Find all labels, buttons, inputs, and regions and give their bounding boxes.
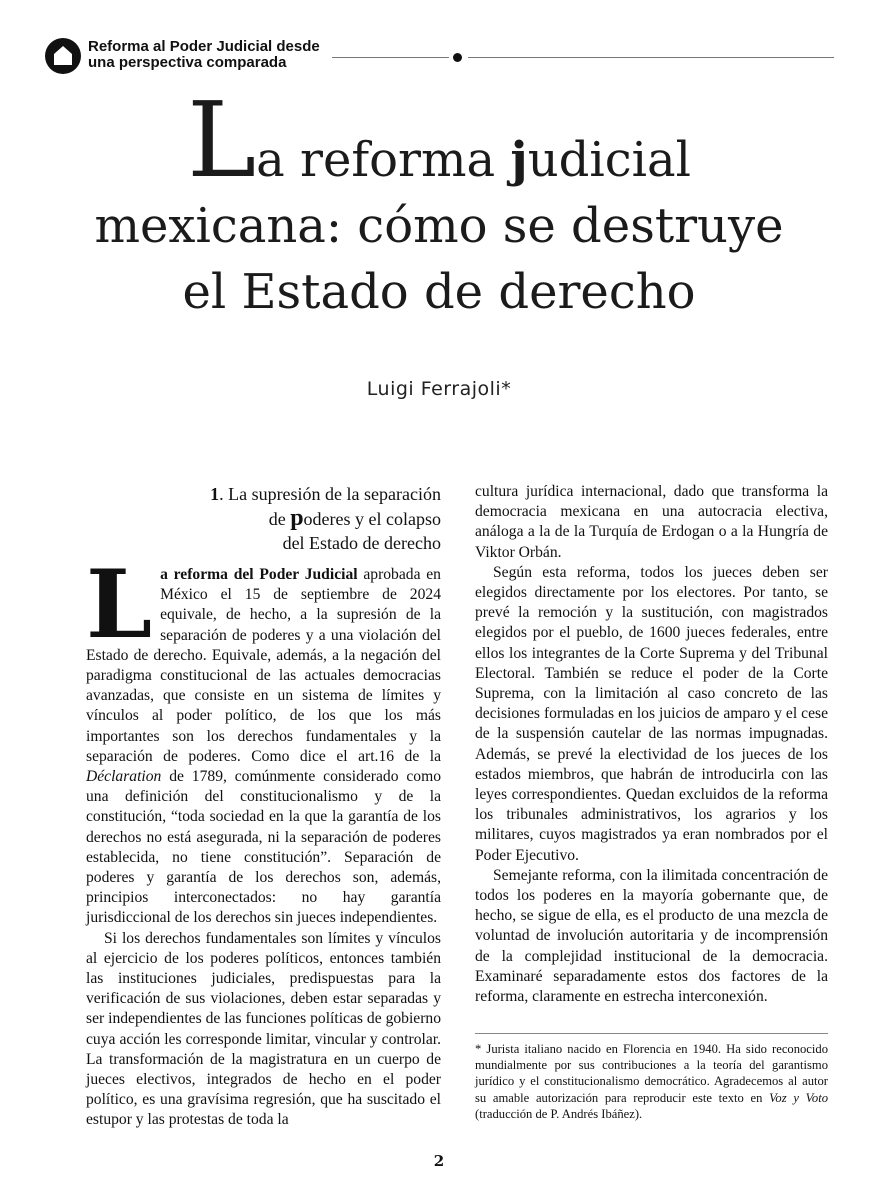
section-heading bbox=[86, 482, 441, 555]
section-number: 1 bbox=[210, 484, 220, 504]
paragraph: Semejante reforma, con la ilimitada concentración de todos los poderes en la mayoría gobernante que, de hecho, se sigue de ella, es el producto de una mezcla de voluntad de involución autoritaria y de incomprensión de la complejidad institucional de la democracia. Examinaré separadamente estos dos factores de la reforma, claramente en estrecha interconexión. bbox=[475, 866, 828, 1006]
section-heading-initial: p bbox=[290, 505, 304, 531]
paragraph: cultura jurídica internacional, dado que transforma la democracia mexicana en una autocracia electiva, análoga a la de la Turquía de Erdogan o a la Hungría de Viktor Orbán. bbox=[475, 483, 828, 561]
paragraph bbox=[86, 550, 441, 929]
paragraph: Si los derechos fundamentales son límites y vínculos al ejercicio de los poderes políticos, entonces también las instituciones judiciales, predispuestas para la verificación de sus violaciones, deben estar separadas y ser independientes de las funciones políticas de gobierno cuya acción les corresponde limitar, vincular y controlar. La transformación de la magistratura en un cuerpo de jueces electivos, integrados de hecho en el poder político, es una gravísima regresión, que ha suscitado el estupor y las protestas de toda la bbox=[86, 929, 441, 1129]
header-line-1: Reforma al Poder Judicial desde bbox=[88, 38, 320, 55]
footnote-text: * Jurista italiano nacido en Florencia en 1940. Ha sido reconocido mundialmente por sus contribuciones a la teoría del garantismo jurídico y el constitucionalismo democrático. Agradecemos al autor su amable autorización para reproducir este texto en bbox=[475, 1042, 828, 1105]
footnote-divider bbox=[475, 1033, 828, 1034]
drop-cap: L bbox=[86, 550, 153, 660]
title-line-2: mexicana: cómo se destruye bbox=[94, 198, 784, 254]
article-title bbox=[0, 79, 878, 325]
paragraph-text: aprobada en México el 15 de septiembre de 2024 equivale, de hecho, a la supresión de la separación de poderes y a una violación del Estado de derecho. Equivale, además, a la negación del paradigma constitucional de las actuales democracias avanzadas, que consiste en un sistema de límites y vínculos al poder político, de los que los más importantes son los derechos fundamentales y la separación de poderes. Como dice el art.16 de la bbox=[86, 566, 441, 765]
section-heading-pre: de bbox=[268, 509, 291, 529]
title-line-1b: udicial bbox=[527, 132, 691, 188]
left-column bbox=[86, 482, 441, 1131]
title-line-1-j: j bbox=[510, 132, 528, 188]
footnote-text-end: (traducción de P. Andrés Ibáñez). bbox=[475, 1106, 643, 1121]
running-header bbox=[44, 34, 834, 78]
right-column bbox=[475, 482, 828, 1007]
section-heading-line-2: oderes y el colapso bbox=[303, 509, 441, 529]
title-initial: L bbox=[187, 79, 257, 201]
lead-in: a reforma del Poder Judicial bbox=[160, 566, 358, 583]
author-name: Luigi Ferrajoli* bbox=[366, 378, 512, 400]
paragraph-text: de 1789, comúnmente considerado como una definición del constitucionalismo y de la constitución, “toda sociedad en la que la garantía de los derechos no está asegurada, ni la separación de poderes establecida, no tiene constitución”. Separación de poderes y garantía de los derechos son, además, principios interconectados: no hay garantía jurisdiccional de los derechos sin jueces independientes. bbox=[86, 768, 441, 927]
header-line-2: una perspectiva comparada bbox=[88, 54, 287, 71]
title-line-3: el Estado de derecho bbox=[182, 264, 696, 320]
header-dot bbox=[453, 53, 462, 62]
page-number: 2 bbox=[433, 1152, 445, 1170]
paragraph: Según esta reforma, todos los jueces deben ser elegidos directamente por los electores. Por tanto, se prevé la remoción y la sustitución, con magistrados elegidos por el pueblo, de 1600 jueces federales, entre ellos los integrantes de la Corte Suprema y del Tribunal Electoral. También se reduce el poder de la Corte Suprema, con la limitación al caso concreto de las decisiones formuladas en los juicios de amparo y el cese de la suspensión cautelar de las normas impugnadas. Además, se prevé la electividad de los jueces de los estados miembros, que habrán de introducirla con las leyes correspondientes. Quedan excluidos de la reforma los tribunales administrativos, los agrarios y los militares, cuyos magistrados ya eran nombrados por el Poder Ejecutivo. bbox=[475, 563, 828, 864]
header-rule-left bbox=[332, 57, 449, 58]
footnote-italic: Voz y Voto bbox=[769, 1090, 828, 1105]
section-heading-line-1: . La supresión de la separación bbox=[219, 484, 441, 504]
paragraph-italic: Déclaration bbox=[86, 768, 162, 786]
footnote bbox=[475, 1041, 828, 1122]
section-heading-line-3: del Estado de derecho bbox=[282, 533, 441, 553]
header-title bbox=[88, 39, 320, 71]
publication-logo-icon bbox=[44, 37, 82, 75]
header-rule-right bbox=[468, 57, 834, 58]
title-line-1a: a reforma bbox=[256, 132, 511, 188]
